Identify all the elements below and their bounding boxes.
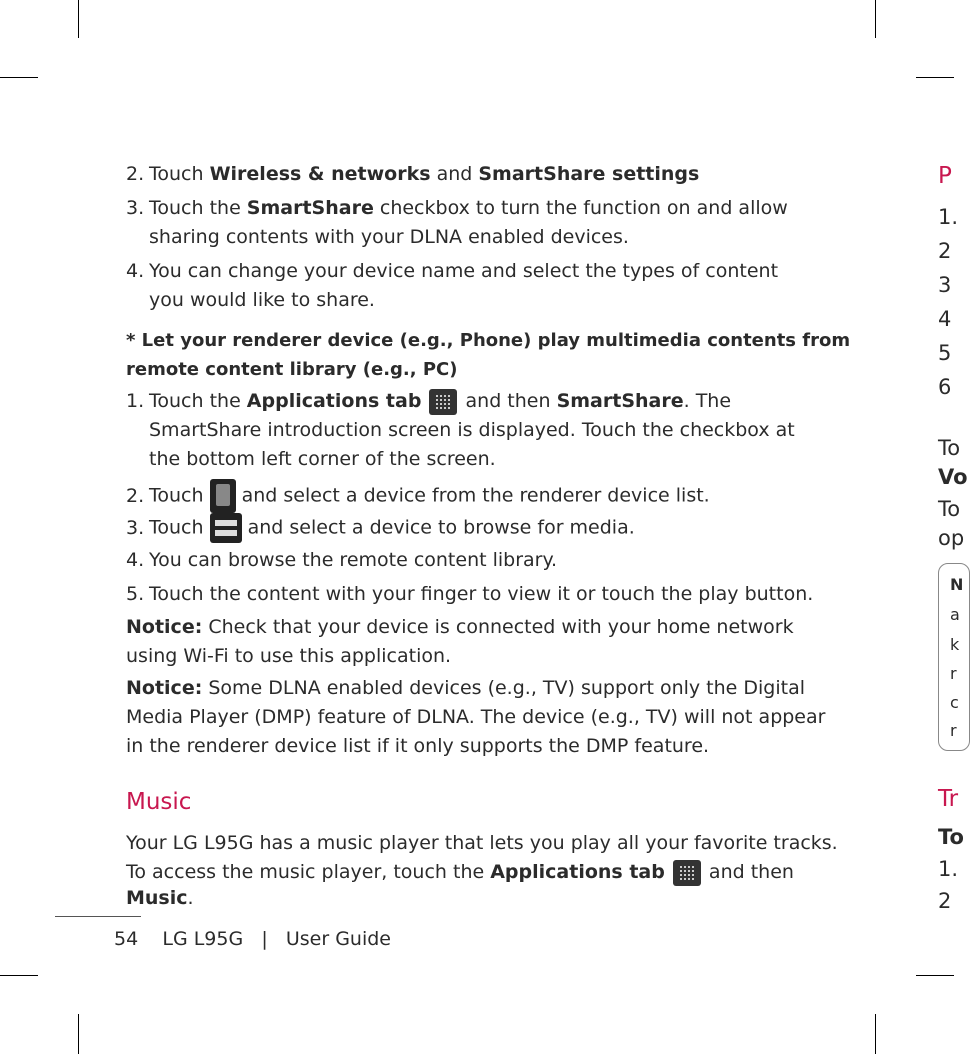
applications-tab-icon <box>673 860 701 886</box>
crop-mark <box>0 77 38 78</box>
crop-mark <box>916 975 954 976</box>
next-page-box-text: c <box>950 693 959 712</box>
step-b3: 3. Touch and select a device to browse for media. <box>126 513 635 543</box>
notice-2: Notice: Some DLNA enabled devices (e.g., TV) support only the Digital <box>126 677 806 699</box>
next-page-heading-1: P <box>938 163 952 189</box>
music-line3: Music. <box>126 887 194 909</box>
step-b5: 5. Touch the content with your finger to view it or touch the play button. <box>126 583 814 605</box>
notice-2-line2: Media Player (DMP) feature of DLNA. The device (e.g., TV) will not appear <box>126 706 826 728</box>
next-page-num: 2 <box>938 239 952 263</box>
next-page-num: 6 <box>938 375 952 399</box>
applications-tab-icon <box>429 389 457 415</box>
section-note-line1: * Let your renderer device (e.g., Phone) play multimedia contents from <box>126 330 851 351</box>
footer-rule <box>55 916 141 917</box>
next-page-num: 1. <box>938 857 959 881</box>
crop-mark <box>78 0 79 38</box>
step-a3: 3. Touch the SmartShare checkbox to turn the function on and allow <box>126 197 788 219</box>
next-page-text: Vo <box>938 465 968 489</box>
next-page-num: 3 <box>938 273 952 297</box>
next-page-num: 1. <box>938 205 959 229</box>
step-a4-line2: you would like to share. <box>149 289 375 311</box>
next-page-num: 2 <box>938 889 952 913</box>
music-line1: Your LG L95G has a music player that lets you play all your favorite tracks. <box>126 832 838 854</box>
next-page-num: 4 <box>938 307 952 331</box>
next-page-box-text: a <box>950 605 960 624</box>
step-b4: 4. You can browse the remote content library. <box>126 549 558 571</box>
music-line2: To access the music player, touch the Applications tab and then <box>126 858 794 887</box>
next-page-box-text: N <box>950 575 964 594</box>
next-page-box-text: k <box>950 635 960 654</box>
step-b1: 1. Touch the Applications tab and then SmartShare. The <box>126 387 731 416</box>
footer-separator: | <box>261 928 268 950</box>
crop-mark <box>916 77 954 78</box>
step-a4: 4. You can change your device name and select the types of content <box>126 260 779 282</box>
next-page-box-text: r <box>950 664 957 683</box>
renderer-device-icon <box>210 479 236 513</box>
step-b1-line3: the bottom left corner of the screen. <box>149 448 496 470</box>
next-page-text: To <box>938 497 961 521</box>
step-a2: 2. Touch Wireless & networks and SmartShare settings <box>126 163 700 185</box>
guide-title: User Guide <box>285 928 391 950</box>
step-b2: 2. Touch and select a device from the renderer device list. <box>126 479 710 513</box>
next-page-text: op <box>938 526 965 550</box>
step-b1-line2: SmartShare introduction screen is displayed. Touch the checkbox at <box>149 419 795 441</box>
crop-mark <box>875 0 876 38</box>
footer <box>114 925 391 954</box>
section-note-line2: remote content library (e.g., PC) <box>126 359 458 380</box>
next-page-text: To <box>938 825 964 849</box>
notice-1-line2: using Wi-Fi to use this application. <box>126 645 452 667</box>
notice-2-line3: in the renderer device list if it only supports the DMP feature. <box>126 735 710 757</box>
notice-1: Notice: Check that your device is connected with your home network <box>126 616 794 638</box>
crop-mark <box>875 1014 876 1054</box>
crop-mark <box>0 975 38 976</box>
product-name: LG L95G <box>162 928 244 950</box>
next-page-box-text: r <box>950 721 957 740</box>
music-heading: Music <box>126 789 192 815</box>
crop-mark <box>78 1014 79 1054</box>
step-a3-line2: sharing contents with your DLNA enabled devices. <box>149 226 629 248</box>
next-page-num: 5 <box>938 341 952 365</box>
page-number: 54 <box>114 928 139 950</box>
next-page-text: To <box>938 436 961 460</box>
next-page-heading-2: Tr <box>938 786 959 812</box>
content-library-icon <box>210 513 242 543</box>
